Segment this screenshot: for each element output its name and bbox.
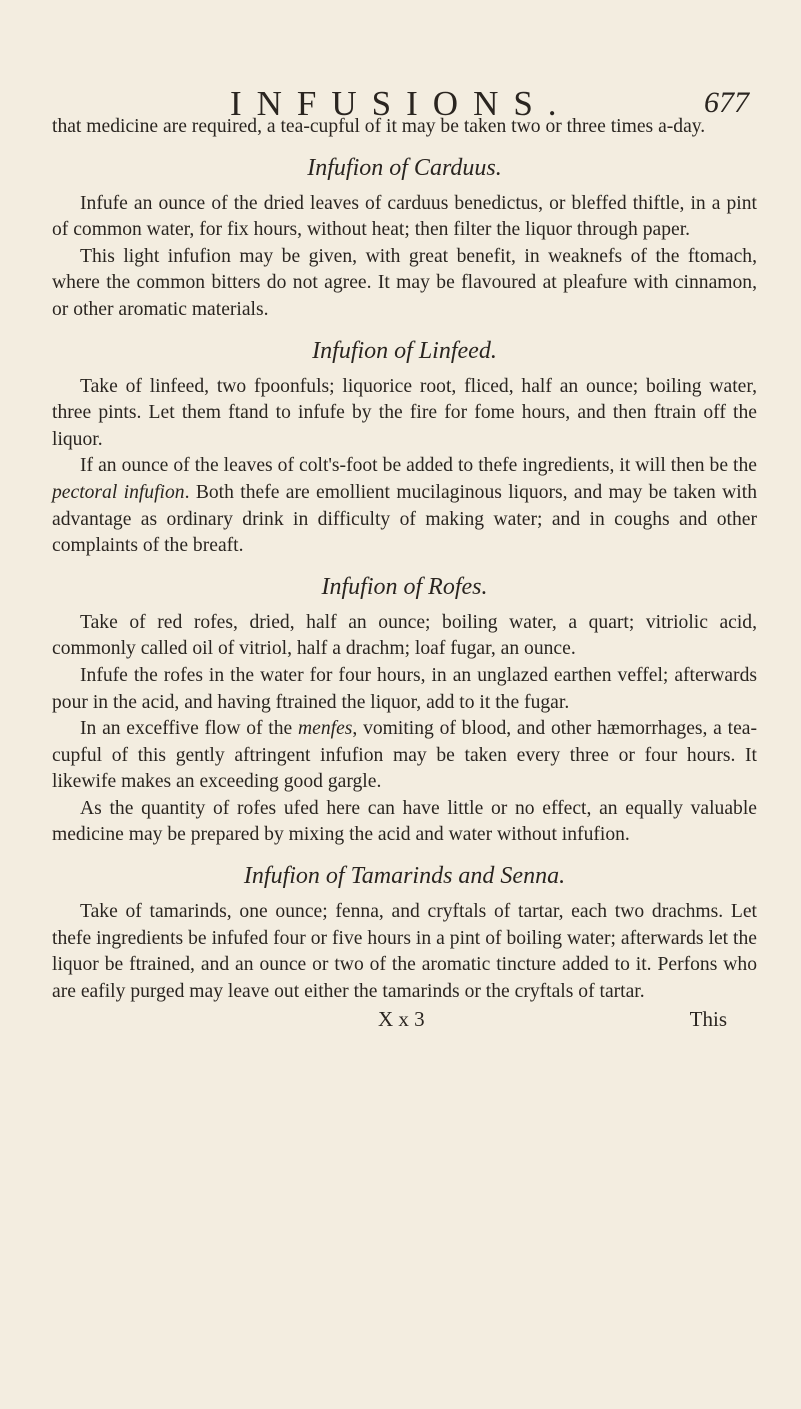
- menses-term: menfes: [298, 718, 353, 740]
- roses-recipe: Take of red rofes, dried, half an ounce; boiling water, a quart; vitriolic acid, commonly called oil of vitriol, half a drachm; loaf fugar, an ounce.: [52, 611, 757, 660]
- page-header: [52, 62, 757, 123]
- roses-note: As the quantity of rofes ufed here can have little or no effect, an equally valuable medicine may be prepared by mixing the acid and water without infufion.: [52, 797, 757, 846]
- signature-mark: X x 3: [378, 1007, 425, 1032]
- carduus-note: This light infufion may be given, with great benefit, in weaknefs of the ftomach, where the common bitters do not agree. It may be flavoured at pleafure with cinnamon, or other aromatic materials.: [52, 245, 757, 320]
- continuation-paragraph: that medicine are required, a tea-cupful of it may be taken two or three times a-day.: [52, 116, 706, 137]
- pectoral-infusion-term: pectoral infufion: [52, 481, 185, 503]
- page-body: [52, 114, 757, 1005]
- tamarinds-recipe: Take of tamarinds, one ounce; fenna, and cryftals of tartar, each two drachms. Let thefe ingredients be infufed four or five hours in a pint of boiling water; afterwards let the liquor be ftrained, and an ounce or two of the aromatic tincture added to it. Perfons who are eafily purged may leave out either the tamarinds or the cryftals of tartar.: [52, 901, 757, 1002]
- section-title-linseed: Infufion of Linfeed.: [312, 337, 497, 364]
- roses-uses-text-2: , vomiting of blood, and other hæmorrhages, a tea-cupful of this gently aftringent infufion may be taken every three or four hours. It likewife makes an exceeding good gargle.: [52, 718, 757, 793]
- roses-method: Infufe the rofes in the water for four hours, in an unglazed earthen veffel; afterwards pour in the acid, and having ftrained the liquor, add to it the fugar.: [52, 664, 757, 713]
- section-title-roses: Infufion of Rofes.: [321, 573, 488, 600]
- linseed-recipe: Take of linfeed, two fpoonfuls; liquorice root, fliced, half an ounce; boiling water, three pints. Let them ftand to infufe by the fire for fome hours, and then ftrain off the liquor.: [52, 375, 757, 450]
- roses-uses: [52, 716, 757, 796]
- running-title: INFUSIONS.: [230, 84, 572, 123]
- roses-uses-text-1: In an exceffive flow of the: [80, 718, 298, 740]
- section-title-carduus: Infufion of Carduus.: [307, 154, 502, 181]
- page-number: 677: [704, 86, 749, 119]
- section-title-tamarinds: Infufion of Tamarinds and Senna.: [243, 863, 566, 890]
- linseed-note: [52, 453, 757, 559]
- catchword: This: [689, 1007, 727, 1032]
- linseed-note-text-2: . Both thefe are emollient mucilaginous liquors, and may be taken with advantage as ordinary drink in difficulty of making water; and in coughs and other complaints of the breaft.: [52, 481, 757, 557]
- linseed-note-text-1: If an ounce of the leaves of colt's-foot be added to thefe ingredients, it will then be the: [80, 455, 757, 477]
- page-footer: [52, 1007, 757, 1039]
- carduus-recipe: Infufe an ounce of the dried leaves of carduus benedictus, or bleffed thiftle, in a pint of common water, for fix hours, without heat; then filter the liquor through paper.: [52, 192, 757, 241]
